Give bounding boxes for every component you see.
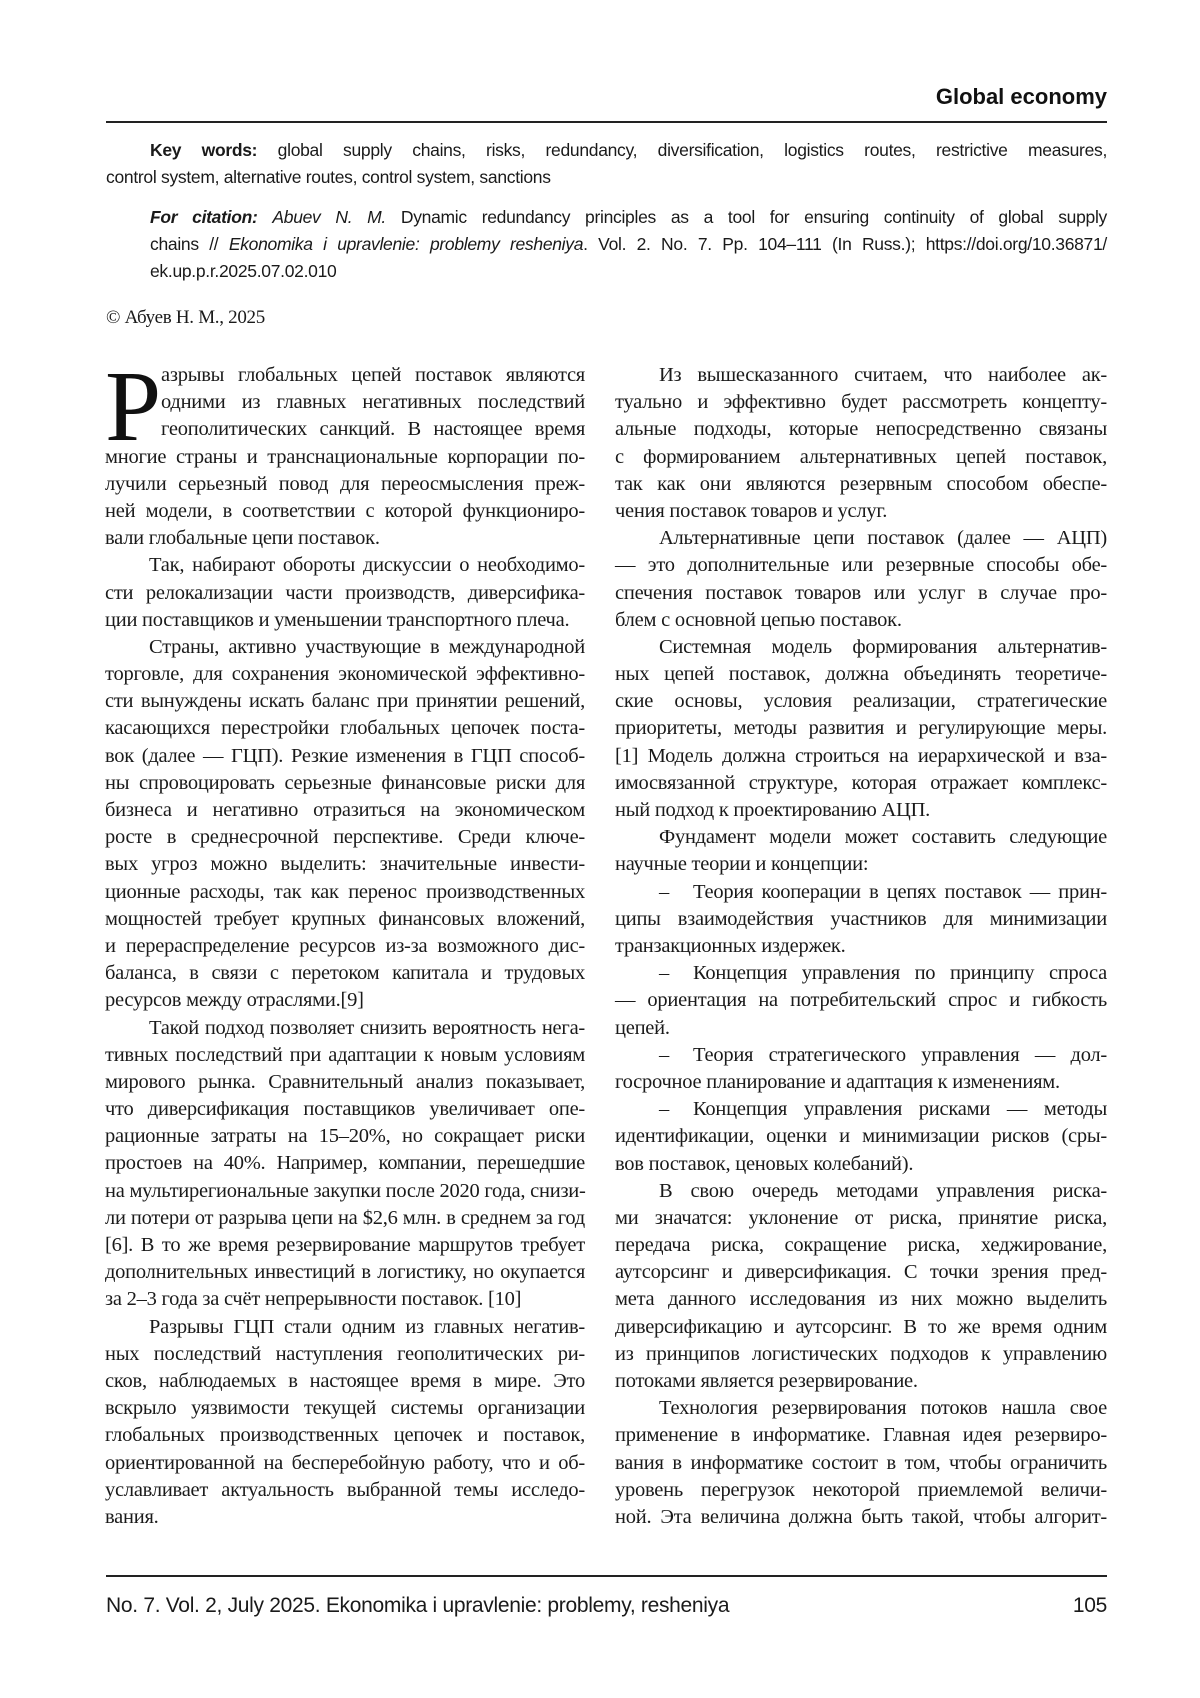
citation-line: [106, 205, 1107, 232]
text-line: Системная модель формирования альтернатив-: [615, 634, 1107, 661]
text-line: Такой подход позволяет снизить вероятность нега-: [105, 1015, 585, 1042]
text-line: Разрывы ГЦП стали одним из главных негатив-: [105, 1314, 585, 1341]
text-line: Альтернативные цепи поставок (далее — АЦП): [615, 525, 1107, 552]
text-line: ми значатся: уклонение от риска, принятие риска,: [615, 1205, 1107, 1232]
text-line: Так, набирают обороты дискуссии о необходимо-: [105, 552, 585, 579]
paragraph: [615, 362, 1107, 525]
copyright: © Абуев Н. М., 2025: [106, 307, 265, 329]
text-line: Теория кооперации в цепях поставок — прин-: [693, 879, 1107, 906]
paragraph: [105, 634, 585, 1015]
text-line: ции поставщиков и уменьшении транспортного плеча.: [105, 607, 585, 634]
left-column: [105, 362, 585, 1531]
text-line: мета данного исследования из них можно выделить: [615, 1286, 1107, 1313]
text-line: ли потери от разрыва цепи на $2,6 млн. в среднем за год: [105, 1205, 585, 1232]
citation-label: For citation:: [150, 207, 258, 227]
text-line: и перераспределение ресурсов из-за возможного дис-: [105, 933, 585, 960]
text-line: тивных последствий при адаптации к новым условиям: [105, 1042, 585, 1069]
text-line: бизнеса и негативно отразиться на экономическом: [105, 797, 585, 824]
text-line: ские основы, условия реализации, стратегические: [615, 688, 1107, 715]
text-line: баланса, в связи с перетоком капитала и трудовых: [105, 960, 585, 987]
text-line: [1] Модель должна строиться на иерархической и вза-: [615, 743, 1107, 770]
text-line: из принципов логистических подходов к управлению: [615, 1341, 1107, 1368]
text-line: ной. Эта величина должна быть такой, чтобы алгорит-: [615, 1504, 1107, 1531]
paragraph: [615, 1395, 1107, 1531]
text-line: потоками является резервирование.: [615, 1368, 1107, 1395]
header-rule: [106, 121, 1107, 123]
text-line: Из вышесказанного считаем, что наиболее ак-: [615, 362, 1107, 389]
text-line: ней модели, в соответствии с которой функциониро-: [105, 498, 585, 525]
text-line: мощностей требует крупных финансовых вложений,: [105, 906, 585, 933]
citation-block: [106, 205, 1107, 287]
text-line: — ориентация на потребительский спрос и гибкость: [615, 987, 1107, 1014]
text-line: Фундамент модели может составить следующие: [615, 824, 1107, 851]
text-line: чения поставок товаров и услуг.: [615, 498, 1107, 525]
text-line: лучили серьезный повод для переосмысления преж-: [105, 471, 585, 498]
text-line: вскрыло уязвимости текущей системы организации: [105, 1395, 585, 1422]
keywords-text: global supply chains, risks, redundancy, diversification, logistics routes, restrictive measures,: [278, 140, 1107, 160]
list-item-line: [615, 960, 1107, 987]
keywords-line: [106, 138, 1107, 165]
text-line: ных цепей поставок, должна объединять теоретиче-: [615, 661, 1107, 688]
text-line: Концепция управления рисками — методы: [693, 1096, 1107, 1123]
text-line: В свою очередь методами управления риска-: [615, 1178, 1107, 1205]
footer-journal: No. 7. Vol. 2, July 2025. Ekonomika i upravlenie: problemy, resheniya: [106, 1594, 729, 1618]
text-line: с формированием альтернативных цепей поставок,: [615, 444, 1107, 471]
footer-rule: [106, 1575, 1107, 1577]
text-line: ный подход к проектированию АЦП.: [615, 797, 1107, 824]
text-line: Концепция управления по принципу спроса: [693, 960, 1107, 987]
paragraph: [615, 879, 1107, 961]
text-line: простоев на 40%. Например, компании, перешедшие: [105, 1150, 585, 1177]
text-line: многие страны и транснациональные корпорации по-: [105, 444, 585, 471]
text-line: Страны, активно участвующие в международной: [105, 634, 585, 661]
text-line: уславливает актуальность выбранной темы исследо-: [105, 1477, 585, 1504]
list-dash: –: [659, 1096, 693, 1123]
text-line: передача риска, сокращение риска, хеджирование,: [615, 1232, 1107, 1259]
citation-title-end: chains //: [150, 234, 218, 254]
text-line: спечения поставок товаров или услуг в случае про-: [615, 580, 1107, 607]
text-line: альные подходы, которые непосредственно связаны: [615, 416, 1107, 443]
list-item-line: [615, 1042, 1107, 1069]
text-line: торговле, для сохранения экономической эффективно-: [105, 661, 585, 688]
text-line: научные теории и концепции:: [615, 851, 1107, 878]
text-line: Технология резервирования потоков нашла свое: [615, 1395, 1107, 1422]
text-line: вания в информатике состоит в том, чтобы ограничить: [615, 1450, 1107, 1477]
citation-doi[interactable]: ek.up.p.r.2025.07.02.010: [106, 259, 1107, 286]
citation-line: [106, 232, 1107, 259]
text-line: ципы взаимодействия участников для минимизации: [615, 906, 1107, 933]
text-line: вали глобальные цепи поставок.: [105, 525, 585, 552]
text-line: Теория стратегического управления — дол-: [693, 1042, 1107, 1069]
drop-cap: Р: [105, 356, 161, 457]
paragraph: [105, 552, 585, 634]
keywords-block: [106, 138, 1107, 192]
text-line: — это дополнительные или резервные способы обе-: [615, 552, 1107, 579]
text-line: сти вынуждены искать баланс при принятии решений,: [105, 688, 585, 715]
text-line: диверсификацию и аутсорсинг. В то же время одним: [615, 1314, 1107, 1341]
keywords-line: control system, alternative routes, control system, sanctions: [106, 165, 1107, 192]
citation-journal: Ekonomika i upravlenie: problemy resheniya: [229, 234, 583, 254]
paragraph: [105, 362, 585, 552]
text-line: аутсорсинг и диверсификация. С точки зрения пред-: [615, 1259, 1107, 1286]
text-line: что диверсификация поставщиков увеличивает опе-: [105, 1096, 585, 1123]
text-line: одними из главных негативных последствий: [105, 389, 585, 416]
text-line: глобальных производственных цепочек и поставок,: [105, 1422, 585, 1449]
paragraph: [615, 1096, 1107, 1178]
citation-author: Abuev N. M.: [272, 207, 386, 227]
paragraph: [105, 1314, 585, 1532]
citation-details: . Vol. 2. No. 7. Pp. 104–111 (In Russ.); https://doi.org/10.36871/: [583, 234, 1107, 254]
text-line: имосвязанной структуре, которая отражает комплекс-: [615, 770, 1107, 797]
text-line: цепей.: [615, 1015, 1107, 1042]
text-line: приоритеты, методы развития и регулирующие меры.: [615, 715, 1107, 742]
list-dash: –: [659, 1042, 693, 1069]
text-line: ны спровоцировать серьезные финансовые риски для: [105, 770, 585, 797]
paragraph: [615, 1178, 1107, 1396]
text-line: уровень перегрузок некоторой приемлемой величи-: [615, 1477, 1107, 1504]
list-dash: –: [659, 960, 693, 987]
text-line: применение в информатике. Главная идея резервиро-: [615, 1422, 1107, 1449]
paragraph: [615, 824, 1107, 878]
text-line: на мультирегиональные закупки после 2020 года, снизи-: [105, 1178, 585, 1205]
page-number: 105: [1073, 1594, 1107, 1618]
paragraph: [615, 1042, 1107, 1096]
text-line: ресурсов между отраслями.[9]: [105, 987, 585, 1014]
paragraph: [615, 525, 1107, 634]
list-item-line: [615, 879, 1107, 906]
paragraph: [615, 960, 1107, 1042]
citation-title: Dynamic redundancy principles as a tool for ensuring continuity of global supply: [401, 207, 1107, 227]
text-line: дополнительных инвестиций в логистику, но окупается: [105, 1259, 585, 1286]
text-line: госрочное планирование и адаптация к изменениям.: [615, 1069, 1107, 1096]
text-line: ориентированной на бесперебойную работу, что и об-: [105, 1450, 585, 1477]
text-line: транзакционных издержек.: [615, 933, 1107, 960]
text-line: идентификации, оценки и минимизации рисков (сры-: [615, 1123, 1107, 1150]
text-line: геополитических санкций. В настоящее время: [105, 416, 585, 443]
text-line: касающихся перестройки глобальных цепочек поста-: [105, 715, 585, 742]
text-line: азрывы глобальных цепей поставок являются: [105, 362, 585, 389]
text-line: [6]. В то же время резервирование маршрутов требует: [105, 1232, 585, 1259]
text-line: сти релокализации части производств, диверсифика-: [105, 580, 585, 607]
text-line: вых угроз можно выделить: значительные инвести-: [105, 851, 585, 878]
text-line: росте в среднесрочной перспективе. Среди ключе-: [105, 824, 585, 851]
text-line: так как они являются резервным способом обеспе-: [615, 471, 1107, 498]
text-line: вания.: [105, 1504, 585, 1531]
text-line: вок (далее — ГЦП). Резкие изменения в ГЦП способ-: [105, 743, 585, 770]
paragraph: [105, 1015, 585, 1314]
text-line: ционные расходы, так как перенос производственных: [105, 879, 585, 906]
text-line: рационные затраты на 15–20%, но сокращает риски: [105, 1123, 585, 1150]
text-line: сков, наблюдаемых в настоящее время в мире. Это: [105, 1368, 585, 1395]
text-line: за 2–3 года за счёт непрерывности поставок. [10]: [105, 1286, 585, 1313]
text-line: блем с основной цепью поставок.: [615, 607, 1107, 634]
text-line: туально и эффективно будет рассмотреть концепту-: [615, 389, 1107, 416]
section-title: Global economy: [936, 84, 1107, 110]
list-item-line: [615, 1096, 1107, 1123]
list-dash: –: [659, 879, 693, 906]
paragraph: [615, 634, 1107, 824]
text-line: ных последствий наступления геополитических ри-: [105, 1341, 585, 1368]
footer: [106, 1594, 1107, 1618]
text-line: мирового рынка. Сравнительный анализ показывает,: [105, 1069, 585, 1096]
right-column: [615, 362, 1107, 1531]
keywords-label: Key words:: [150, 140, 257, 160]
text-line: вов поставок, ценовых колебаний).: [615, 1151, 1107, 1178]
